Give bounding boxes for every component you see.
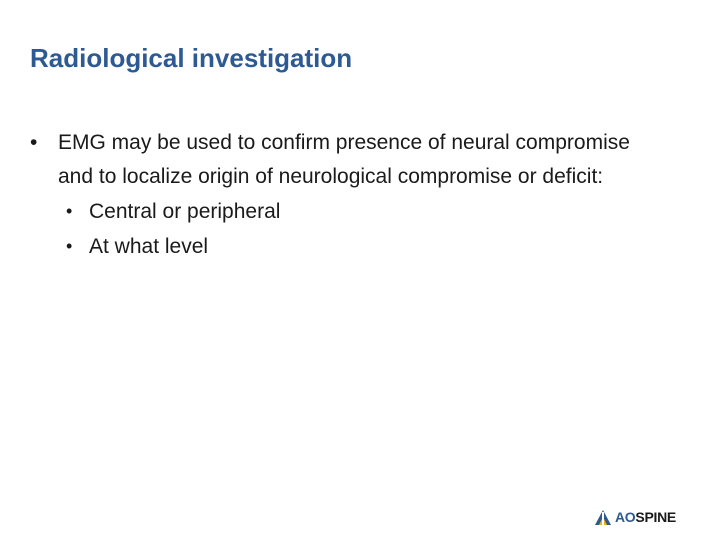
sub-bullet-text: At what level <box>89 235 209 258</box>
sub-bullet-dot: • <box>66 236 73 256</box>
bullet-text: EMG may be used to confirm presence of neural compromise and to localize origin of neurological compromise or deficit: <box>58 131 630 188</box>
sub-bullet-text: Central or peripheral <box>89 200 281 223</box>
sub-bullet-list <box>58 194 670 264</box>
slide-title: Radiological investigation <box>30 43 353 73</box>
sub-bullet-item <box>58 229 670 264</box>
slide-content <box>30 126 670 264</box>
logo-ao-text: AO <box>615 509 636 525</box>
aospine-logo-text <box>615 506 676 528</box>
sub-bullet-item <box>58 194 670 229</box>
bullet-item <box>30 126 670 194</box>
bullet-dot: • <box>30 131 38 154</box>
aospine-logo <box>594 506 676 528</box>
aospine-logo-icon <box>594 508 612 526</box>
sub-bullet-dot: • <box>66 201 73 221</box>
logo-spine-text: SPINE <box>635 509 676 525</box>
